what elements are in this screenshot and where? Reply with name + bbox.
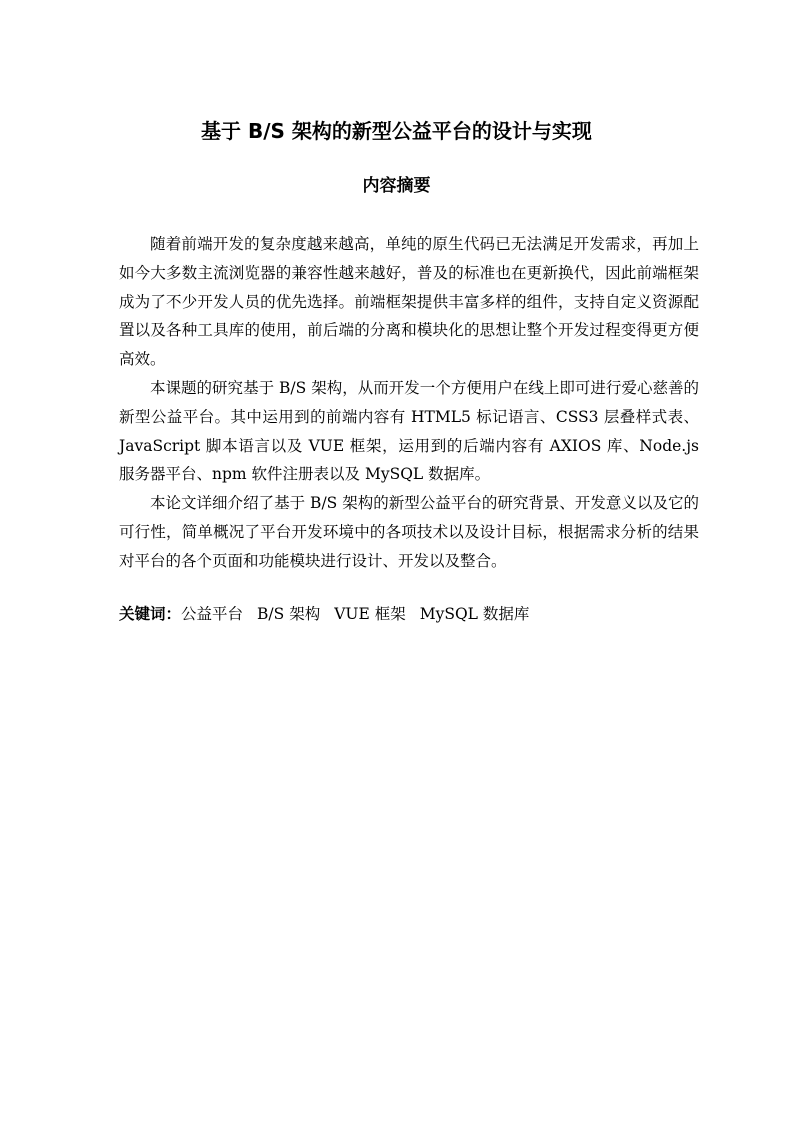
keyword: B/S 架构	[257, 605, 321, 623]
keyword: MySQL 数据库	[419, 605, 530, 623]
keyword: VUE 框架	[334, 605, 406, 623]
keywords-line	[119, 600, 699, 628]
abstract-body	[119, 230, 699, 576]
abstract-paragraph: 本课题的研究基于 B/S 架构，从而开发一个方便用户在线上即可进行爱心慈善的新型公益平台。其中运用到的前端内容有 HTML5 标记语言、CSS3 层叠样式表、JavaScript 脚本语言以及 VUE 框架，运用到的后端内容有 AXIOS 库、Node.js 服务器平台、npm 软件注册表以及 MySQL 数据库。	[119, 378, 699, 484]
document-title: 基于 B/S 架构的新型公益平台的设计与实现	[201, 119, 592, 143]
abstract-paragraph: 随着前端开发的复杂度越来越高，单纯的原生代码已无法满足开发需求，再加上如今大多数主流浏览器的兼容性越来越好，普及的标准也在更新换代，因此前端框架成为了不少开发人员的优先选择。前端框架提供丰富多样的组件，支持自定义资源配置以及各种工具库的使用，前后端的分离和模块化的思想让整个开发过程变得更方便高效。	[119, 235, 699, 369]
abstract-paragraph: 本论文详细介绍了基于 B/S 架构的新型公益平台的研究背景、开发意义以及它的可行性，简单概况了平台开发环境中的各项技术以及设计目标，根据需求分析的结果对平台的各个页面和功能模块进行设计、开发以及整合。	[119, 494, 699, 570]
keywords-label: 关键词：	[119, 605, 182, 623]
abstract-heading: 内容摘要	[362, 176, 431, 196]
keyword: 公益平台	[181, 605, 244, 623]
